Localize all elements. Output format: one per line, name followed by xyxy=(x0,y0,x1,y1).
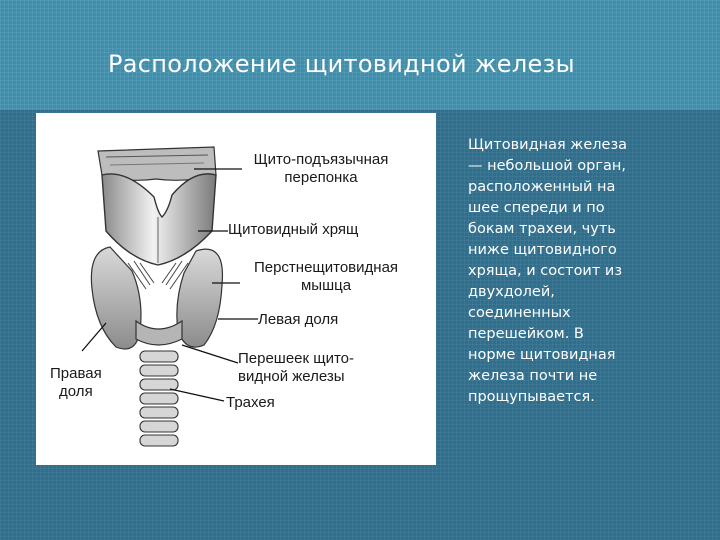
left-lobe-shape xyxy=(177,249,223,347)
label-left-lobe: Левая доля xyxy=(258,311,339,328)
label-cricothyroid-muscle: Перстнещитовидная мышца xyxy=(253,259,399,294)
label-right-lobe: Правая доля xyxy=(50,365,102,400)
right-lobe-shape xyxy=(91,247,141,349)
label-isthmus: Перешеек щито- видной железы xyxy=(238,350,355,385)
label-thyrohyoid-membrane: Щито-подъязычная перепонка xyxy=(253,151,389,186)
label-thyroid-cartilage: Щитовидный хрящ xyxy=(228,221,359,238)
label-trachea: Трахея xyxy=(226,394,275,411)
isthmus-shape xyxy=(136,321,182,345)
slide-title: Расположение щитовидной железы xyxy=(108,50,575,78)
description-text: Щитовидная железа — небольшой орган, расположенный на шее спереди и по бокам трахеи, чуть ниже щитовидного хряща, и состоит из двухдолей, соединенных перешейком. В норме щитовидная железа почти не прощупывается. xyxy=(468,137,628,405)
trachea-rings xyxy=(140,351,178,446)
thyroid-illustration xyxy=(36,113,436,465)
